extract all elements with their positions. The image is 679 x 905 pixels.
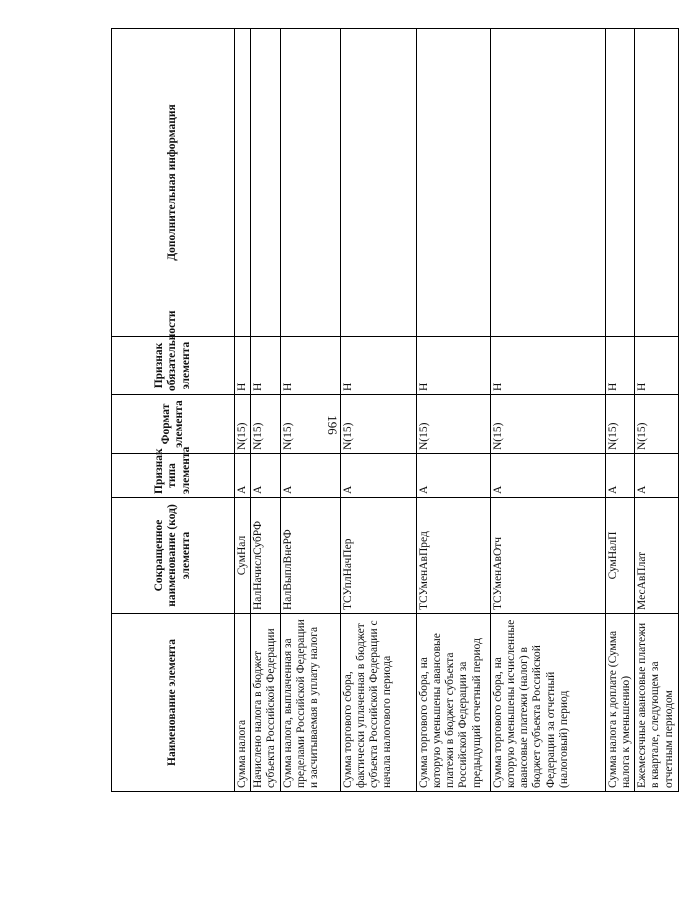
cell-element-name: Сумма налога [235,614,251,792]
cell-additional-info [416,29,490,337]
header-element-name: Наименование элемента [112,614,235,792]
element-table-container [111,29,675,792]
cell-additional-info [340,29,416,337]
cell-short-code: ТСУменАвОтч [490,498,605,614]
cell-element-format: N(15) [340,395,416,454]
cell-element-type: А [490,454,605,498]
cell-element-format: N(15) [235,395,251,454]
cell-short-code: НалНачислСубРФ [251,498,280,614]
cell-short-code: ТСУплНачПер [340,498,416,614]
table-row [605,29,634,792]
cell-element-name: Сумма торгового сбора, на которую уменьшены авансовые платежи в бюджет субъекта Российской Федерации за предыдущий отчетный период [416,614,490,792]
header-additional-info: Дополнительная информация [112,29,235,337]
header-short-code: Сокращенное наименование (код) элемента [112,498,235,614]
cell-element-type: А [340,454,416,498]
cell-element-type: А [235,454,251,498]
cell-required-flag: Н [605,337,634,395]
table-row [280,29,340,792]
cell-additional-info [605,29,634,337]
table-header-row [112,29,235,792]
cell-element-format: N(15) [280,395,340,454]
cell-element-format: N(15) [416,395,490,454]
header-element-type: Признак типа элемента [112,454,235,498]
table-row [635,29,679,792]
cell-additional-info [251,29,280,337]
cell-element-name: Сумма налога к доплате (Сумма налога к уменьшению) [605,614,634,792]
cell-additional-info [280,29,340,337]
cell-element-format: N(15) [251,395,280,454]
cell-element-name: Начислено налога в бюджет субъекта Российской Федерации [251,614,280,792]
cell-required-flag: Н [340,337,416,395]
page-number: 196 [325,415,340,435]
cell-element-name: Сумма торгового сбора, на которую уменьшены исчисленные авансовые платежи (налог) в бюджет субъекта Российской Федерации за отчетный (налоговый) период [490,614,605,792]
cell-element-format: N(15) [605,395,634,454]
cell-required-flag: Н [490,337,605,395]
table-row [340,29,416,792]
cell-additional-info [235,29,251,337]
cell-required-flag: Н [251,337,280,395]
cell-required-flag: Н [280,337,340,395]
cell-required-flag: Н [235,337,251,395]
cell-element-name: Сумма торгового сбора, фактически уплаченная в бюджет субъекта Российской Федерации с начала налогового периода [340,614,416,792]
cell-element-type: А [280,454,340,498]
cell-element-type: А [416,454,490,498]
cell-required-flag: Н [635,337,679,395]
cell-additional-info [490,29,605,337]
cell-element-format: N(15) [490,395,605,454]
cell-required-flag: Н [416,337,490,395]
cell-element-name: Сумма налога, выплаченная за пределами Российской Федерации и засчитываемая в уплату налога [280,614,340,792]
cell-short-code: ТСУменАвПред [416,498,490,614]
cell-element-name: Ежемесячные авансовые платежи в квартале, следующем за отчетным периодом [635,614,679,792]
cell-short-code: СумНалП [605,498,634,614]
header-required-flag: Признак обязательности элемента [112,337,235,395]
table-row [235,29,251,792]
element-table [111,28,679,792]
table-row [251,29,280,792]
cell-element-type: А [605,454,634,498]
table-row [416,29,490,792]
cell-element-type: А [251,454,280,498]
header-element-format: Формат элемента [112,395,235,454]
cell-additional-info [635,29,679,337]
cell-short-code: МесАвПлат [635,498,679,614]
cell-short-code: НалВыплВнеРФ [280,498,340,614]
cell-element-type: А [635,454,679,498]
table-row [490,29,605,792]
cell-short-code: СумНал [235,498,251,614]
cell-element-format: N(15) [635,395,679,454]
